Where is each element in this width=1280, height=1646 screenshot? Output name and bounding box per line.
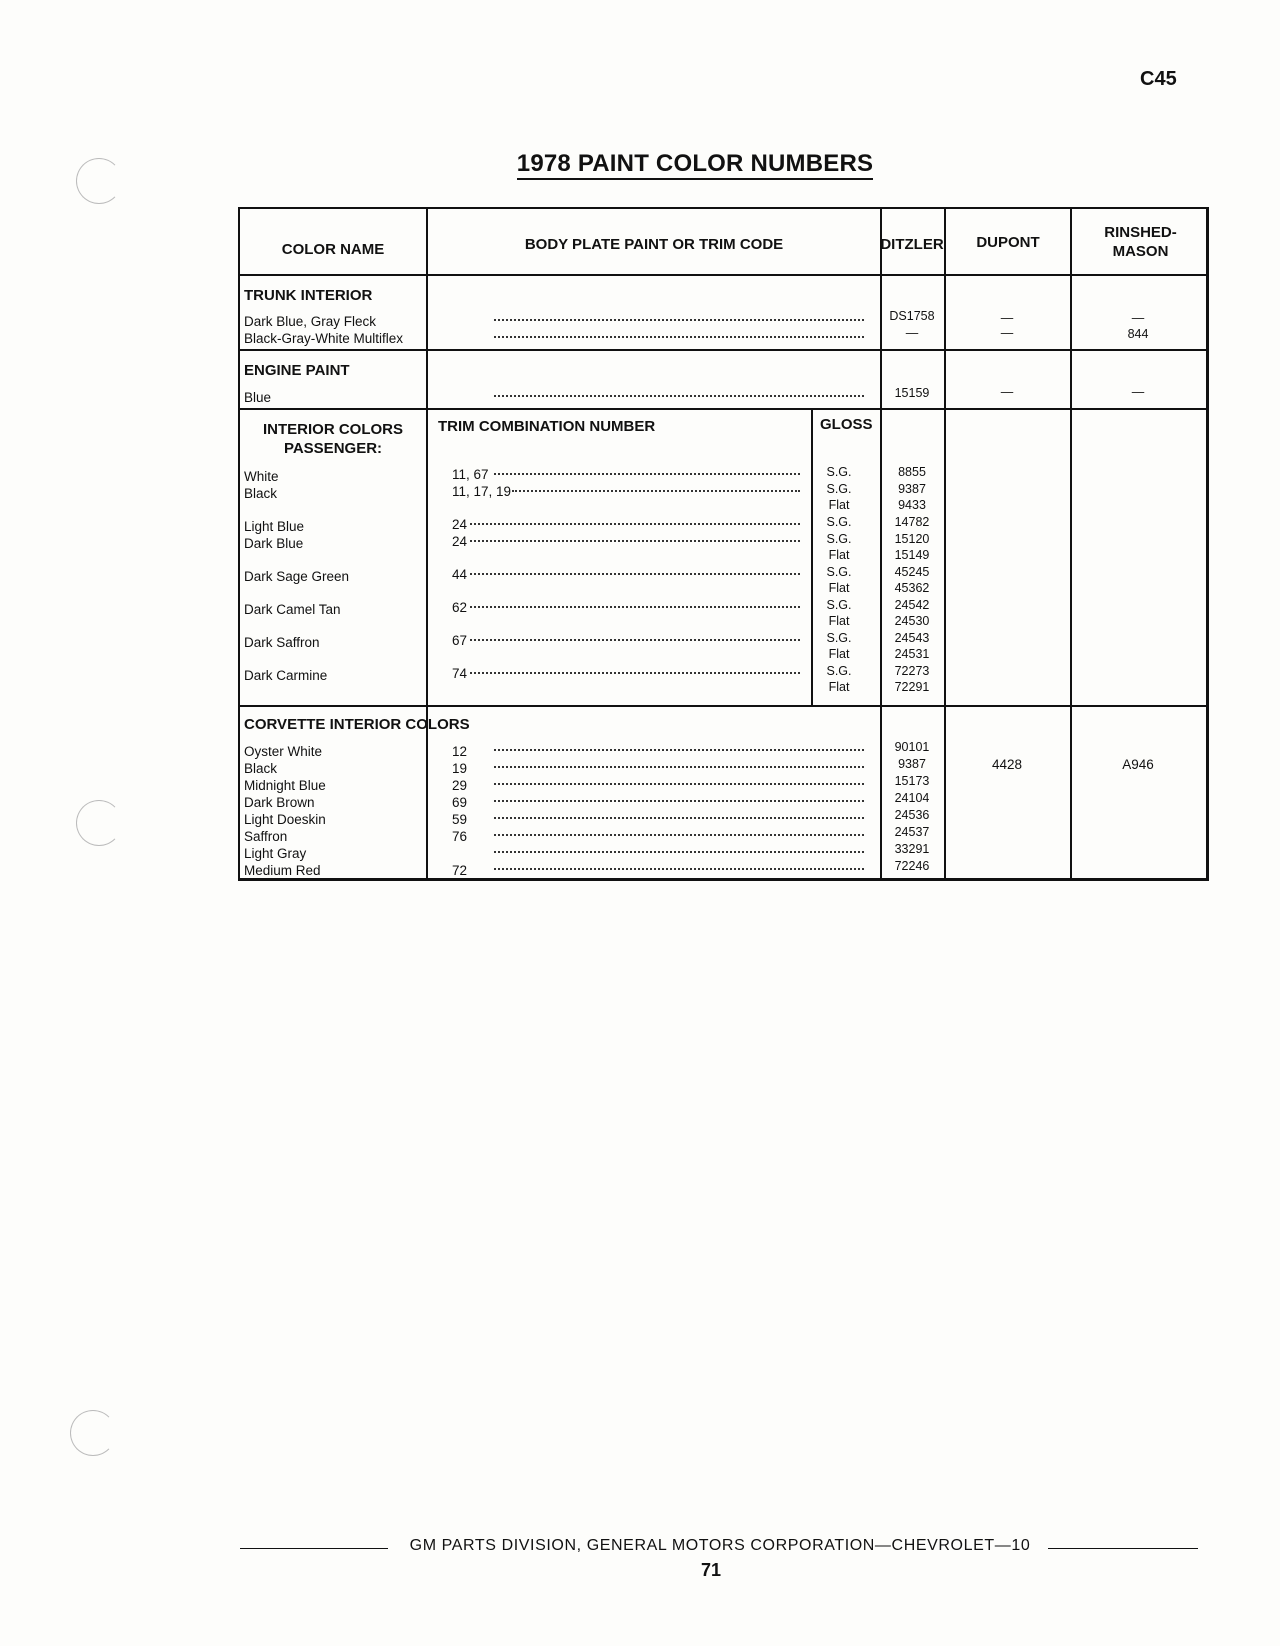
interior-gloss: S.G.: [826, 482, 852, 496]
corvette-code: 19: [452, 761, 468, 776]
row-divider-header: [238, 274, 1209, 276]
corvette-leader: [494, 762, 864, 768]
interior-gloss: S.G.: [826, 664, 852, 678]
interior-gloss: Flat: [828, 498, 850, 512]
corvette-ditzler: 90101: [894, 740, 930, 754]
col-divider-name: [426, 207, 428, 881]
corvette-code: 59: [452, 812, 468, 827]
interior-name: Dark Blue: [244, 536, 304, 551]
interior-ditzler: 9387: [898, 482, 926, 496]
interior-ditzler: 45245: [894, 565, 930, 579]
engine-rinshed-1: —: [1131, 385, 1145, 399]
corvette-leader: [494, 779, 864, 785]
corvette-leader: [494, 830, 864, 836]
corvette-name: Oyster White: [244, 744, 323, 759]
interior-ditzler: 14782: [894, 515, 930, 529]
header-rinshed-line1: RINSHED-: [1104, 224, 1177, 241]
interior-trim: 62: [452, 600, 468, 615]
interior-name: Dark Camel Tan: [244, 602, 341, 617]
section-interior-title-2: PASSENGER:: [283, 440, 383, 457]
interior-ditzler: 24543: [894, 631, 930, 645]
header-color-name: COLOR NAME: [281, 241, 385, 258]
section-trunk-title: TRUNK INTERIOR: [244, 287, 373, 304]
interior-ditzler: 24530: [894, 614, 930, 628]
interior-trim: 24: [452, 534, 468, 549]
section-interior-title: [238, 420, 428, 458]
corvette-code: 12: [452, 744, 468, 759]
corvette-ditzler: 33291: [894, 842, 930, 856]
interior-ditzler: 15149: [894, 548, 930, 562]
trunk-dupont-2: —: [1000, 326, 1014, 340]
interior-gloss: S.G.: [826, 532, 852, 546]
col-divider-rinshed: [1070, 207, 1072, 881]
row-divider-interior: [238, 705, 1209, 707]
binder-hole-bottom: [70, 1410, 116, 1456]
interior-leader: [470, 536, 800, 542]
interior-trim: 11, 67: [452, 467, 489, 482]
engine-name-1: Blue: [244, 390, 272, 405]
page-title-text: 1978 PAINT COLOR NUMBERS: [517, 150, 873, 180]
header-body-plate: BODY PLATE PAINT OR TRIM CODE: [524, 236, 784, 253]
interior-name: Light Blue: [244, 519, 305, 534]
interior-name: Dark Carmine: [244, 668, 328, 683]
corvette-name: Light Doeskin: [244, 812, 326, 827]
trunk-leader-1: [494, 315, 864, 321]
header-dupont: DUPONT: [976, 234, 1040, 251]
interior-name: Dark Sage Green: [244, 569, 350, 584]
row-divider-engine: [238, 408, 1209, 410]
interior-leader: [470, 569, 800, 575]
interior-leader: [470, 602, 800, 608]
corvette-ditzler: 15173: [894, 774, 930, 788]
corvette-name: Light Gray: [244, 846, 307, 861]
interior-trim: 74: [452, 666, 468, 681]
col-divider-dupont: [944, 207, 946, 881]
corvette-rinshed: A946: [1122, 757, 1154, 772]
interior-leader: [470, 519, 800, 525]
corvette-leader: [494, 745, 864, 751]
page-number: 71: [700, 1560, 722, 1580]
corvette-name: Saffron: [244, 829, 288, 844]
interior-leader: [470, 635, 800, 641]
interior-gloss: S.G.: [826, 465, 852, 479]
interior-gloss: Flat: [828, 680, 850, 694]
corvette-ditzler: 24536: [894, 808, 930, 822]
page-id: C45: [1140, 68, 1177, 90]
page-title: [0, 150, 1280, 178]
engine-ditzler-1: 15159: [894, 386, 930, 400]
trunk-ditzler-1: DS1758: [889, 309, 935, 323]
interior-gloss: Flat: [828, 548, 850, 562]
header-rinshed-line2: MASON: [1112, 243, 1169, 260]
interior-ditzler: 8855: [898, 465, 926, 479]
corvette-dupont: 4428: [991, 757, 1023, 772]
engine-dupont-1: —: [1000, 385, 1014, 399]
engine-leader-1: [494, 391, 864, 397]
corvette-ditzler: 9387: [898, 757, 926, 771]
interior-gloss: Flat: [828, 647, 850, 661]
corvette-name: Dark Brown: [244, 795, 315, 810]
interior-ditzler: 72291: [894, 680, 930, 694]
interior-gloss: S.G.: [826, 515, 852, 529]
corvette-code: 29: [452, 778, 468, 793]
interior-name: Black: [244, 486, 278, 501]
interior-ditzler: 15120: [894, 532, 930, 546]
interior-trim: 44: [452, 567, 468, 582]
interior-ditzler: 24542: [894, 598, 930, 612]
trunk-dupont-1: —: [1000, 311, 1014, 325]
interior-trim: 67: [452, 633, 468, 648]
header-ditzler: DITZLER: [880, 236, 944, 253]
interior-leader: [512, 486, 800, 492]
interior-gloss: Flat: [828, 614, 850, 628]
corvette-leader: [494, 847, 864, 853]
corvette-name: Medium Red: [244, 863, 321, 878]
interior-gloss: S.G.: [826, 598, 852, 612]
corvette-name: Black: [244, 761, 278, 776]
binder-hole-middle: [76, 800, 122, 846]
corvette-ditzler: 72246: [894, 859, 930, 873]
interior-ditzler: 45362: [894, 581, 930, 595]
section-interior-title-1: INTERIOR COLORS: [262, 421, 403, 438]
interior-ditzler: 72273: [894, 664, 930, 678]
interior-name: Dark Saffron: [244, 635, 320, 650]
header-rinshed: [1072, 223, 1209, 261]
interior-name: White: [244, 469, 279, 484]
trunk-rinshed-2: 844: [1127, 327, 1149, 341]
interior-gloss: Flat: [828, 581, 850, 595]
interior-leader: [494, 469, 800, 475]
section-corvette-title: CORVETTE INTERIOR COLORS: [244, 716, 470, 733]
section-engine-title: ENGINE PAINT: [244, 362, 350, 379]
trunk-name-2: Black-Gray-White Multiflex: [244, 331, 404, 346]
trunk-ditzler-2: —: [905, 326, 919, 340]
interior-ditzler: 24531: [894, 647, 930, 661]
trim-combination-header: TRIM COMBINATION NUMBER: [438, 418, 656, 435]
interior-gloss: S.G.: [826, 631, 852, 645]
interior-gloss: S.G.: [826, 565, 852, 579]
footer-text: GM PARTS DIVISION, GENERAL MOTORS CORPORATION—CHEVROLET—10: [409, 1537, 1031, 1554]
interior-trim: 24: [452, 517, 468, 532]
trunk-leader-2: [494, 332, 864, 338]
corvette-ditzler: 24104: [894, 791, 930, 805]
row-divider-trunk: [238, 349, 1209, 351]
corvette-code: 69: [452, 795, 468, 810]
interior-leader: [470, 668, 800, 674]
corvette-leader: [494, 796, 864, 802]
corvette-code: 72: [452, 863, 468, 878]
corvette-code: 76: [452, 829, 468, 844]
trunk-name-1: Dark Blue, Gray Fleck: [244, 314, 377, 329]
interior-ditzler: 9433: [898, 498, 926, 512]
corvette-leader: [494, 813, 864, 819]
interior-trim: 11, 17, 19: [452, 484, 512, 499]
corvette-name: Midnight Blue: [244, 778, 326, 793]
binder-hole-top: [76, 158, 122, 204]
trunk-rinshed-1: —: [1131, 311, 1145, 325]
gloss-header: GLOSS: [820, 416, 873, 433]
corvette-leader: [494, 864, 864, 870]
corvette-ditzler: 24537: [894, 825, 930, 839]
